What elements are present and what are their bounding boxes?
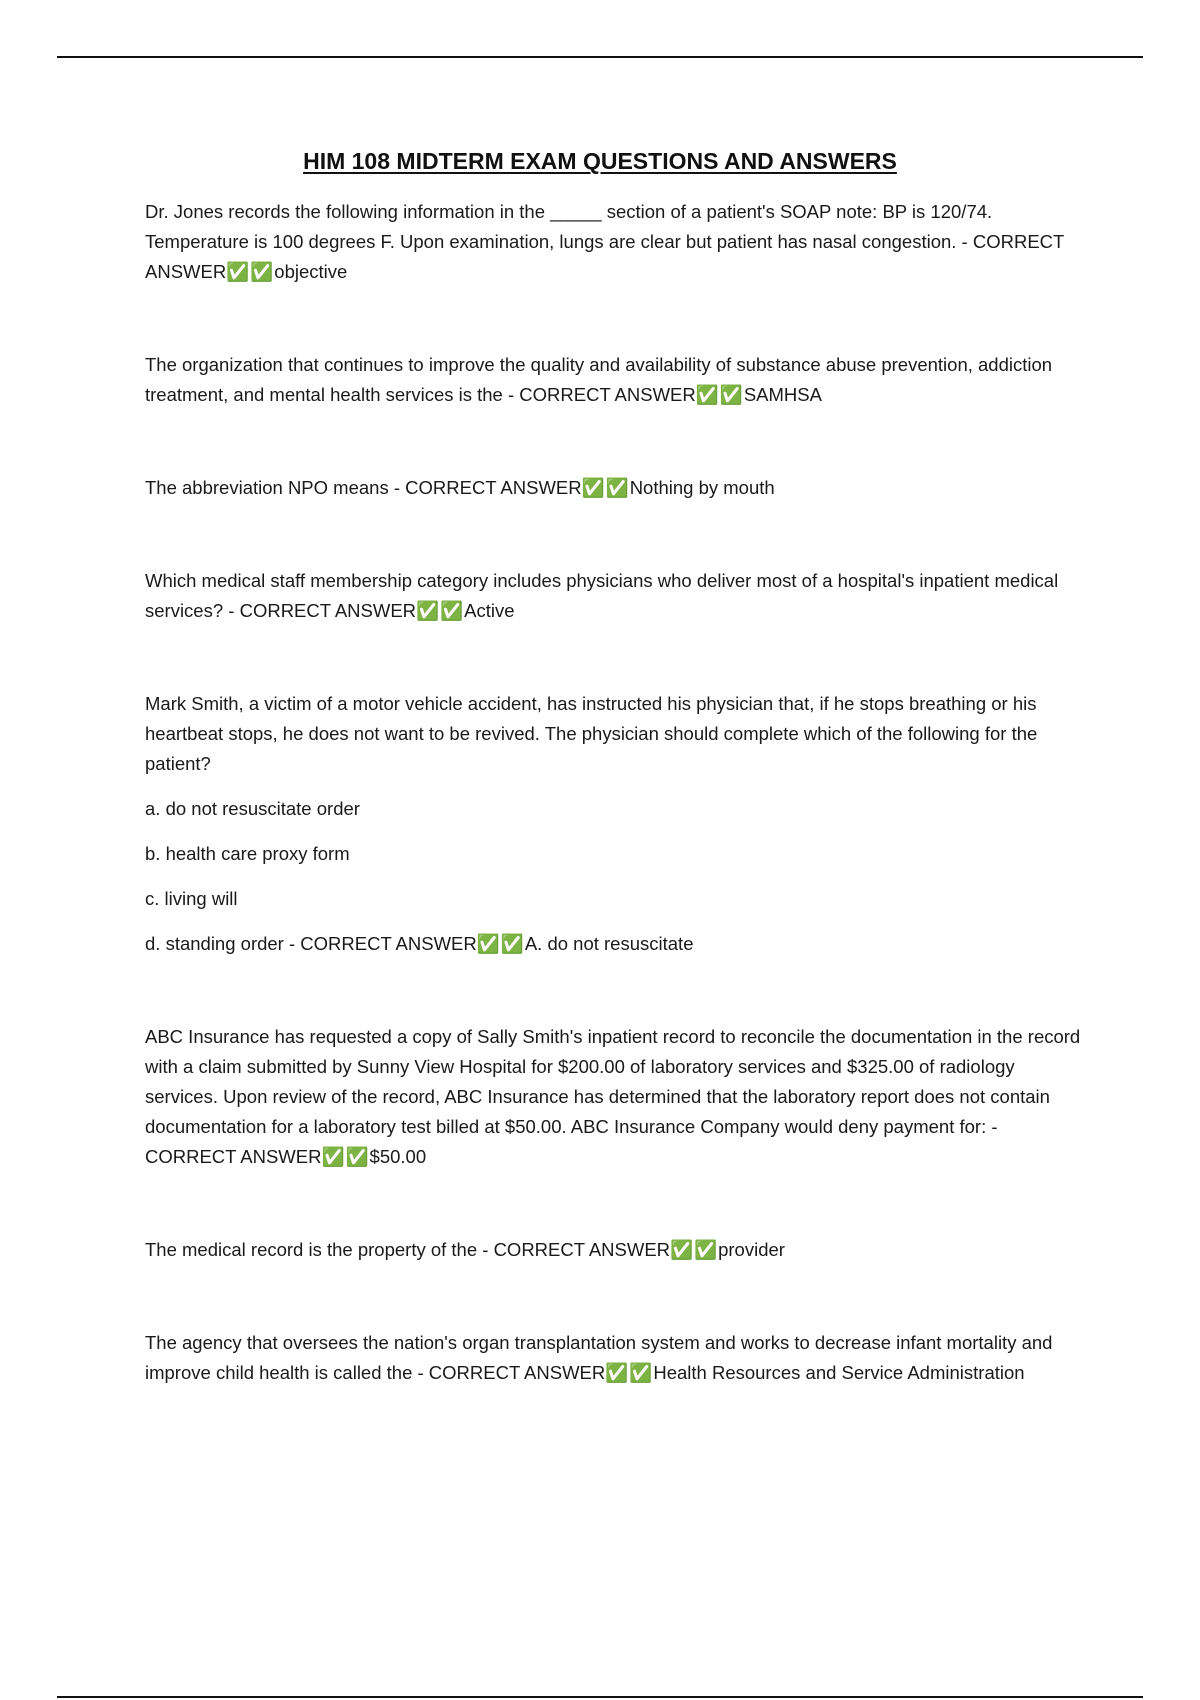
option-a: a. do not resuscitate order	[145, 798, 360, 819]
qa-item-5	[145, 689, 1090, 959]
check-icon: ✅✅	[695, 384, 744, 405]
qa-item-1	[145, 197, 1090, 287]
question-text: The organization that continues to improve the quality and availability of substance abuse prevention, addiction treatment, and mental health services is the - CORRECT ANSWER✅✅SAMHSA	[145, 354, 1053, 405]
answer-text: Health Resources and Service Administration	[653, 1362, 1025, 1383]
check-icon: ✅✅	[321, 1146, 370, 1167]
question-text: The medical record is the property of the - CORRECT ANSWER✅✅provider	[145, 1239, 785, 1260]
check-icon: ✅✅	[581, 477, 630, 498]
check-icon: ✅✅	[605, 1362, 654, 1383]
bottom-rule	[57, 1696, 1143, 1698]
answer-text: $50.00	[369, 1146, 427, 1167]
check-icon: ✅✅	[670, 1239, 719, 1260]
check-icon: ✅✅	[226, 261, 275, 282]
qa-list	[145, 197, 1090, 1388]
answer-text: A. do not resuscitate	[524, 933, 694, 954]
question-text: Mark Smith, a victim of a motor vehicle accident, has instructed his physician that, if he stops breathing or his heartbeat stops, he does not want to be revived. The physician should complete which of the following for the patient?	[145, 693, 1038, 774]
check-icon: ✅✅	[416, 600, 465, 621]
option-d: d. standing order - CORRECT ANSWER✅✅A. do not resuscitate	[145, 933, 694, 954]
qa-item-2	[145, 350, 1090, 410]
question-text: ABC Insurance has requested a copy of Sally Smith's inpatient record to reconcile the documentation in the record with a claim submitted by Sunny View Hospital for $200.00 of laboratory services and $325.00 of radiology services. Upon review of the record, ABC Insurance has determined that the laboratory report does not contain documentation for a laboratory test billed at $50.00. ABC Insurance Company would deny payment for: - CORRECT ANSWER✅✅$50.00	[145, 1026, 1081, 1167]
check-icon: ✅✅	[476, 933, 525, 954]
question-text: The agency that oversees the nation's organ transplantation system and works to decrease infant mortality and improve child health is called the - CORRECT ANSWER✅✅Health Resources and Service Administration	[145, 1332, 1053, 1383]
question-text: Which medical staff membership category includes physicians who deliver most of a hospital's inpatient medical services? - CORRECT ANSWER✅✅Active	[145, 570, 1059, 621]
answer-text: SAMHSA	[743, 384, 822, 405]
answer-text: provider	[718, 1239, 785, 1260]
option-b: b. health care proxy form	[145, 843, 350, 864]
qa-item-6	[145, 1022, 1090, 1172]
qa-item-7	[145, 1235, 1090, 1265]
page-title: HIM 108 MIDTERM EXAM QUESTIONS AND ANSWERS	[303, 148, 897, 174]
question-text: Dr. Jones records the following information in the _____ section of a patient's SOAP note: BP is 120/74. Temperature is 100 degrees F. Upon examination, lungs are clear but patient has nasal congestion. - CORRECT ANSWER✅✅objective	[145, 201, 1064, 282]
top-rule	[57, 56, 1143, 58]
question-text: The abbreviation NPO means - CORRECT ANSWER✅✅Nothing by mouth	[145, 477, 775, 498]
qa-item-3	[145, 473, 1090, 503]
answer-text: Nothing by mouth	[629, 477, 775, 498]
option-c: c. living will	[145, 888, 238, 909]
qa-item-8	[145, 1328, 1090, 1388]
answer-text: Active	[464, 600, 515, 621]
answer-text: objective	[274, 261, 348, 282]
qa-item-4	[145, 566, 1090, 626]
